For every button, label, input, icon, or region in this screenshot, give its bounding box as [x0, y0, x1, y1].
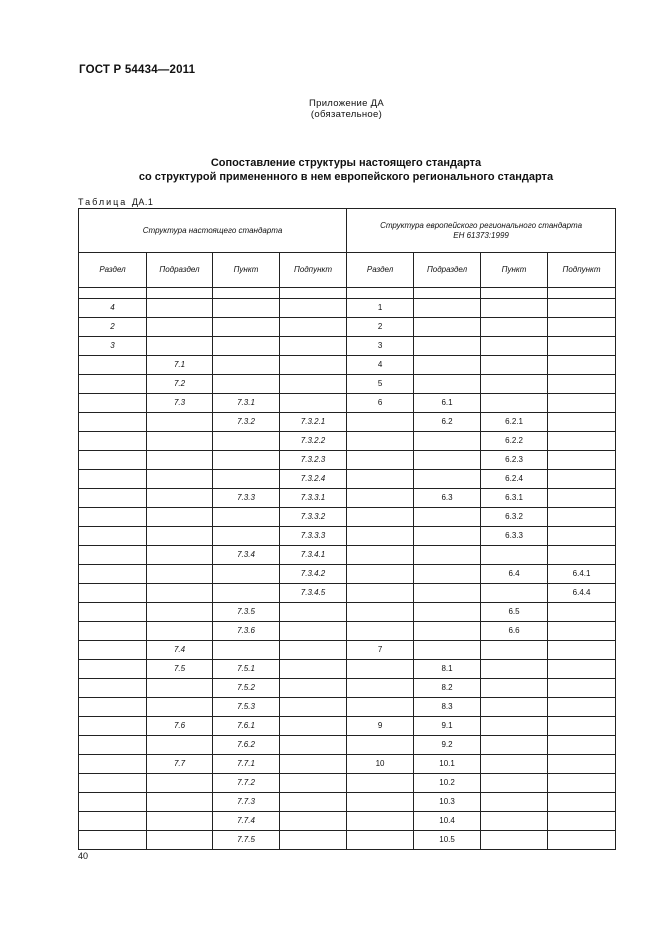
table-cell: [280, 622, 347, 641]
table-row: [79, 470, 616, 489]
table-cell: [213, 318, 280, 337]
table-cell: [79, 527, 147, 546]
table-cell: [414, 318, 481, 337]
table-cell: 9.1: [414, 717, 481, 736]
table-cell: [280, 660, 347, 679]
table-cell: [347, 546, 414, 565]
table-cell: 7.6.1: [213, 717, 280, 736]
table-body: [79, 209, 616, 850]
table-cell: 6.3.3: [481, 527, 548, 546]
table-cell: [414, 337, 481, 356]
table-cell: [414, 641, 481, 660]
annex-title: Приложение ДА: [308, 98, 385, 109]
table-cell: [280, 736, 347, 755]
table-cell: [347, 736, 414, 755]
table-cell: [147, 299, 213, 318]
table-cell: [280, 641, 347, 660]
table-row: [79, 527, 616, 546]
table-cell: [79, 489, 147, 508]
table-cell: 9.2: [414, 736, 481, 755]
title-line-1: Сопоставление структуры настоящего стандарта: [210, 157, 482, 169]
table-cell: 6.4: [481, 565, 548, 584]
table-cell: [79, 717, 147, 736]
spacer-cell: [79, 288, 147, 299]
table-cell: 1: [347, 299, 414, 318]
table-cell: [79, 375, 147, 394]
table-cell: [79, 698, 147, 717]
table-row: [79, 375, 616, 394]
table-cell: [147, 470, 213, 489]
table-cell: [79, 660, 147, 679]
table-cell: 7.2: [147, 375, 213, 394]
table-cell: [548, 508, 616, 527]
spacer-cell: [147, 288, 213, 299]
table-cell: 6.2.4: [481, 470, 548, 489]
table-cell: [548, 755, 616, 774]
table-cell: 7.7.2: [213, 774, 280, 793]
table-row: [79, 641, 616, 660]
table-cell: [414, 432, 481, 451]
table-cell: [147, 584, 213, 603]
table-row: [79, 337, 616, 356]
spacer-cell: [213, 288, 280, 299]
group-header-european-line-1: Структура европейского регионального стандарта: [380, 220, 583, 230]
table-cell: [481, 698, 548, 717]
table-cell: [481, 318, 548, 337]
table-cell: [414, 375, 481, 394]
table-cell: [347, 470, 414, 489]
table-cell: [147, 736, 213, 755]
table-cell: [414, 546, 481, 565]
table-cell: [347, 660, 414, 679]
table-cell: 4: [347, 356, 414, 375]
table-cell: [481, 641, 548, 660]
table-cell: [147, 679, 213, 698]
table-row: [79, 603, 616, 622]
group-header-current-standard: Структура настоящего стандарта: [79, 209, 347, 253]
table-cell: [280, 755, 347, 774]
table-cell: [347, 831, 414, 850]
table-cell: 7.7.4: [213, 812, 280, 831]
table-cell: 10.3: [414, 793, 481, 812]
table-cell: [79, 755, 147, 774]
table-cell: [147, 318, 213, 337]
table-cell: [548, 299, 616, 318]
table-cell: [347, 451, 414, 470]
table-cell: [147, 451, 213, 470]
table-cell: [481, 736, 548, 755]
table-cell: [347, 812, 414, 831]
group-header-row: [79, 209, 616, 253]
table-cell: 6.2: [414, 413, 481, 432]
table-cell: 10.2: [414, 774, 481, 793]
table-cell: 7.3.4.5: [280, 584, 347, 603]
table-cell: 6.2.3: [481, 451, 548, 470]
table-row: [79, 774, 616, 793]
table-cell: 9: [347, 717, 414, 736]
table-cell: [280, 774, 347, 793]
table-cell: [548, 337, 616, 356]
table-cell: [548, 432, 616, 451]
table-cell: [147, 489, 213, 508]
table-cell: 8.1: [414, 660, 481, 679]
table-row: [79, 622, 616, 641]
table-cell: [79, 356, 147, 375]
table-cell: [147, 337, 213, 356]
table-cell: 2: [79, 318, 147, 337]
table-cell: [548, 470, 616, 489]
table-cell: [280, 603, 347, 622]
table-cell: [147, 698, 213, 717]
table-cell: 7.3.3.2: [280, 508, 347, 527]
table-cell: [481, 717, 548, 736]
table-row: [79, 698, 616, 717]
table-cell: [548, 831, 616, 850]
table-row: [79, 413, 616, 432]
table-cell: [548, 717, 616, 736]
table-cell: [548, 318, 616, 337]
table-cell: [347, 584, 414, 603]
table-cell: [347, 622, 414, 641]
table-cell: [414, 299, 481, 318]
table-cell: [481, 774, 548, 793]
table-cell: [280, 717, 347, 736]
table-cell: [347, 489, 414, 508]
table-cell: [548, 413, 616, 432]
table-row: [79, 508, 616, 527]
table-cell: 7.3.3.3: [280, 527, 347, 546]
table-cell: [347, 527, 414, 546]
title-line-2: со структурой примененного в нем европейского регионального стандарта: [138, 171, 554, 183]
table-cell: [280, 318, 347, 337]
table-cell: [79, 622, 147, 641]
table-cell: 10: [347, 755, 414, 774]
table-cell: [147, 812, 213, 831]
column-header: Подпункт: [280, 253, 347, 288]
table-cell: [347, 774, 414, 793]
table-row: [79, 660, 616, 679]
table-cell: [213, 451, 280, 470]
table-cell: [280, 356, 347, 375]
table-row: [79, 394, 616, 413]
table-cell: [548, 527, 616, 546]
table-row: [79, 432, 616, 451]
table-cell: 6.2.1: [481, 413, 548, 432]
table-cell: 7.3.2.3: [280, 451, 347, 470]
document-title: [40, 156, 652, 184]
table-cell: [147, 831, 213, 850]
table-cell: [481, 755, 548, 774]
table-cell: [548, 736, 616, 755]
table-row: [79, 793, 616, 812]
table-cell: 6.3.1: [481, 489, 548, 508]
table-cell: [347, 508, 414, 527]
table-cell: [548, 489, 616, 508]
table-cell: 6.4.4: [548, 584, 616, 603]
table-cell: 7.5: [147, 660, 213, 679]
table-row: [79, 546, 616, 565]
table-cell: [213, 432, 280, 451]
table-row: [79, 831, 616, 850]
table-cell: 4: [79, 299, 147, 318]
table-cell: [147, 546, 213, 565]
table-cell: [414, 356, 481, 375]
table-row: [79, 489, 616, 508]
table-cell: [414, 508, 481, 527]
table-cell: [481, 584, 548, 603]
table-cell: 7.3.4.2: [280, 565, 347, 584]
table-cell: [414, 622, 481, 641]
table-cell: 8.2: [414, 679, 481, 698]
table-cell: 5: [347, 375, 414, 394]
table-cell: [481, 375, 548, 394]
table-cell: [280, 299, 347, 318]
table-row: [79, 299, 616, 318]
structure-comparison-table: [78, 208, 616, 850]
table-cell: 7.7: [147, 755, 213, 774]
table-cell: [213, 584, 280, 603]
column-header: Подраздел: [147, 253, 213, 288]
table-cell: [347, 432, 414, 451]
table-cell: 7.7.3: [213, 793, 280, 812]
table-cell: 7.3.2.2: [280, 432, 347, 451]
table-cell: [280, 679, 347, 698]
page-number: 40: [78, 851, 89, 861]
table-cell: [481, 299, 548, 318]
table-cell: 6.2.2: [481, 432, 548, 451]
table-cell: [548, 793, 616, 812]
table-cell: [79, 508, 147, 527]
annex-heading: [0, 98, 661, 120]
table-cell: 7.3.2.4: [280, 470, 347, 489]
spacer-cell: [280, 288, 347, 299]
table-cell: [481, 812, 548, 831]
column-header: Раздел: [79, 253, 147, 288]
table-caption-number: ДА.1: [131, 197, 154, 207]
table-cell: [213, 527, 280, 546]
annex-status: (обязательное): [310, 109, 383, 120]
table-cell: [481, 793, 548, 812]
spacer-cell: [481, 288, 548, 299]
table-cell: [548, 774, 616, 793]
table-cell: [147, 793, 213, 812]
table-cell: [414, 451, 481, 470]
table-cell: [79, 565, 147, 584]
table-row: [79, 812, 616, 831]
table-cell: [280, 831, 347, 850]
column-header: Раздел: [347, 253, 414, 288]
column-header: Пункт: [481, 253, 548, 288]
table-cell: [481, 660, 548, 679]
table-cell: [347, 603, 414, 622]
table-caption: [78, 197, 153, 207]
table-cell: [280, 812, 347, 831]
table-cell: [548, 356, 616, 375]
table-cell: 7.3.2: [213, 413, 280, 432]
table-cell: [280, 375, 347, 394]
table-cell: 7.3.2.1: [280, 413, 347, 432]
column-header: Пункт: [213, 253, 280, 288]
table-cell: [548, 546, 616, 565]
table-cell: 7.3.3: [213, 489, 280, 508]
table-cell: [79, 451, 147, 470]
table-cell: [414, 603, 481, 622]
table-cell: [481, 337, 548, 356]
table-cell: 7.3.4: [213, 546, 280, 565]
spacer-cell: [548, 288, 616, 299]
table-cell: 7.6: [147, 717, 213, 736]
table-cell: [79, 831, 147, 850]
table-cell: [213, 641, 280, 660]
table-cell: [280, 698, 347, 717]
table-cell: [147, 527, 213, 546]
table-cell: [347, 565, 414, 584]
table-cell: 8.3: [414, 698, 481, 717]
table-cell: [79, 470, 147, 489]
table-cell: [213, 508, 280, 527]
table-cell: [213, 337, 280, 356]
table-cell: [79, 394, 147, 413]
table-cell: [79, 793, 147, 812]
table-cell: 7.3.5: [213, 603, 280, 622]
table-cell: 10.5: [414, 831, 481, 850]
table-cell: 6.6: [481, 622, 548, 641]
table-row: [79, 318, 616, 337]
table-cell: [548, 622, 616, 641]
group-header-european-standard: [347, 209, 616, 253]
table-row: [79, 717, 616, 736]
table-cell: [481, 546, 548, 565]
column-header: Подраздел: [414, 253, 481, 288]
table-cell: [548, 679, 616, 698]
table-cell: 3: [79, 337, 147, 356]
table-cell: [147, 603, 213, 622]
table-cell: 6: [347, 394, 414, 413]
table-cell: [79, 546, 147, 565]
table-cell: [347, 679, 414, 698]
table-caption-label: Таблица: [78, 197, 128, 207]
table-cell: 7.3.1: [213, 394, 280, 413]
table-cell: [347, 413, 414, 432]
table-cell: [414, 527, 481, 546]
table-cell: [548, 394, 616, 413]
table-cell: 3: [347, 337, 414, 356]
table-cell: [481, 356, 548, 375]
table-cell: [548, 375, 616, 394]
table-cell: [548, 641, 616, 660]
table-cell: [213, 375, 280, 394]
table-cell: 7.6.2: [213, 736, 280, 755]
table-cell: [79, 432, 147, 451]
table-cell: 6.5: [481, 603, 548, 622]
table-cell: [347, 793, 414, 812]
table-cell: [414, 584, 481, 603]
table-row: [79, 736, 616, 755]
document-code: ГОСТ Р 54434—2011: [79, 64, 196, 76]
table-cell: 7.1: [147, 356, 213, 375]
table-cell: [548, 812, 616, 831]
table-cell: [147, 508, 213, 527]
table-cell: [347, 698, 414, 717]
table-cell: [548, 603, 616, 622]
table-cell: 7.3.4.1: [280, 546, 347, 565]
table-cell: 7.7.1: [213, 755, 280, 774]
table-cell: 7.5.3: [213, 698, 280, 717]
table-cell: 7.3: [147, 394, 213, 413]
table-cell: [548, 451, 616, 470]
table-cell: [414, 470, 481, 489]
table-cell: [147, 432, 213, 451]
table-cell: [79, 603, 147, 622]
table-row: [79, 565, 616, 584]
table-cell: 6.3.2: [481, 508, 548, 527]
group-header-european-line-2: ЕН 61373:1999: [453, 230, 509, 240]
table-cell: [79, 736, 147, 755]
column-header: Подпункт: [548, 253, 616, 288]
table-cell: [481, 679, 548, 698]
table-cell: 2: [347, 318, 414, 337]
table-cell: [481, 831, 548, 850]
table-cell: 7.5.1: [213, 660, 280, 679]
table-cell: 7.5.2: [213, 679, 280, 698]
table-cell: [147, 774, 213, 793]
table-cell: [213, 470, 280, 489]
table-cell: [548, 698, 616, 717]
table-cell: [213, 356, 280, 375]
table-cell: [79, 679, 147, 698]
table-cell: [79, 641, 147, 660]
table-cell: [79, 812, 147, 831]
table-cell: [548, 660, 616, 679]
table-cell: 7.4: [147, 641, 213, 660]
table-row: [79, 451, 616, 470]
table-cell: 6.3: [414, 489, 481, 508]
table-cell: 7.7.5: [213, 831, 280, 850]
table-cell: [280, 337, 347, 356]
table-cell: [280, 793, 347, 812]
table-cell: 10.4: [414, 812, 481, 831]
table-cell: 7.3.6: [213, 622, 280, 641]
table-cell: 6.1: [414, 394, 481, 413]
table-cell: [213, 299, 280, 318]
table-cell: [414, 565, 481, 584]
table-cell: [147, 622, 213, 641]
table-row: [79, 356, 616, 375]
table-cell: [280, 394, 347, 413]
table-cell: [213, 565, 280, 584]
table-cell: [147, 565, 213, 584]
header-spacer-row: [79, 288, 616, 299]
spacer-cell: [414, 288, 481, 299]
table-cell: [79, 413, 147, 432]
table-row: [79, 679, 616, 698]
table-cell: [147, 413, 213, 432]
table-row: [79, 584, 616, 603]
table-cell: [481, 394, 548, 413]
table-cell: 6.4.1: [548, 565, 616, 584]
table-cell: 10.1: [414, 755, 481, 774]
table-cell: 7: [347, 641, 414, 660]
table-cell: [79, 774, 147, 793]
table-cell: 7.3.3.1: [280, 489, 347, 508]
column-header-row: [79, 253, 616, 288]
table-row: [79, 755, 616, 774]
spacer-cell: [347, 288, 414, 299]
table-cell: [79, 584, 147, 603]
